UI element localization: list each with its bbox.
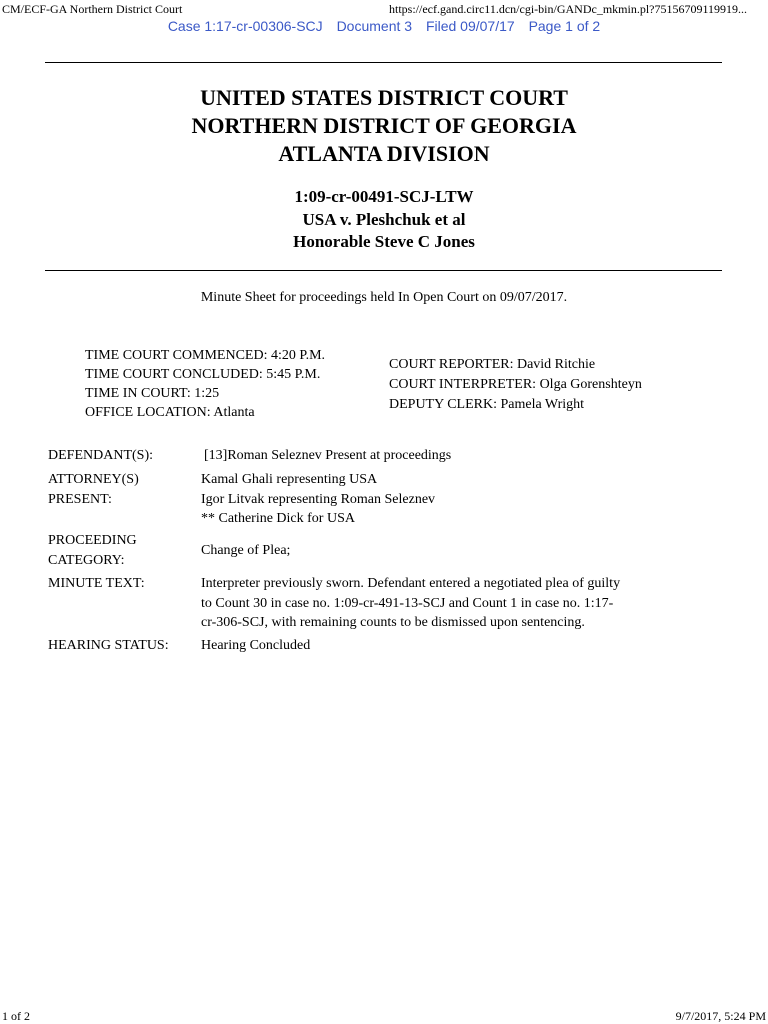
footer-datetime: 9/7/2017, 5:24 PM bbox=[675, 1009, 766, 1023]
minute-text bbox=[201, 574, 620, 633]
judge-name: Honorable Steve C Jones bbox=[293, 232, 475, 251]
stamp-filed: Filed 09/07/17 bbox=[425, 18, 515, 34]
attorneys-label-line2: PRESENT: bbox=[48, 492, 112, 507]
court-name: UNITED STATES DISTRICT COURT bbox=[200, 85, 568, 110]
time-in-court: TIME IN COURT: 1:25 bbox=[85, 386, 220, 401]
footer-page-number: 1 of 2 bbox=[2, 1009, 30, 1023]
stamp-case: Case 1:17-cr-00306-SCJ bbox=[167, 18, 323, 34]
case-heading bbox=[0, 186, 768, 254]
proceeding-label-line1: PROCEEDING bbox=[48, 533, 137, 548]
deputy-clerk: DEPUTY CLERK: Pamela Wright bbox=[389, 397, 585, 412]
case-title: USA v. Pleshchuk et al bbox=[302, 209, 466, 229]
page-title: CM/ECF-GA Northern District Court bbox=[2, 2, 183, 16]
court-division: ATLANTA DIVISION bbox=[278, 141, 490, 166]
office-location: OFFICE LOCATION: Atlanta bbox=[85, 405, 255, 420]
stamp-page: Page 1 of 2 bbox=[528, 18, 601, 34]
minute-text-line: Interpreter previously sworn. Defendant entered a negotiated plea of guilty bbox=[201, 576, 621, 591]
case-number: 1:09-cr-00491-SCJ-LTW bbox=[294, 187, 474, 206]
defendants-value: [13]Roman Seleznev Present at proceedings bbox=[204, 448, 452, 463]
court-interpreter: COURT INTERPRETER: Olga Gorenshteyn bbox=[389, 377, 642, 392]
court-times bbox=[85, 346, 325, 422]
court-staff bbox=[389, 355, 642, 415]
hearing-status-label: HEARING STATUS: bbox=[48, 638, 169, 653]
minute-text-line: cr-306-SCJ, with remaining counts to be dismissed upon sentencing. bbox=[201, 615, 585, 630]
stamp-document: Document 3 bbox=[336, 18, 413, 34]
attorneys-label bbox=[48, 470, 139, 510]
heading-divider bbox=[45, 270, 722, 271]
top-divider bbox=[45, 62, 722, 63]
court-district: NORTHERN DISTRICT OF GEORGIA bbox=[191, 113, 577, 138]
proceeding-label-line2: CATEGORY: bbox=[48, 553, 125, 568]
time-commenced: TIME COURT COMMENCED: 4:20 P.M. bbox=[85, 348, 326, 363]
attorney-entry: Igor Litvak representing Roman Seleznev bbox=[201, 491, 436, 507]
defendants-label: DEFENDANT(S): bbox=[48, 448, 153, 463]
attorney-entry: ** Catherine Dick for USA bbox=[201, 511, 355, 526]
minute-sheet-intro: Minute Sheet for proceedings held In Open Court on 09/07/2017. bbox=[200, 290, 568, 305]
proceeding-label bbox=[48, 531, 137, 571]
time-concluded: TIME COURT CONCLUDED: 5:45 P.M. bbox=[85, 367, 321, 382]
filing-stamp bbox=[0, 18, 768, 34]
hearing-status-value: Hearing Concluded bbox=[201, 638, 311, 653]
attorney-entry: Kamal Ghali representing USA bbox=[201, 472, 378, 487]
court-reporter: COURT REPORTER: David Ritchie bbox=[389, 357, 596, 372]
attorneys-label-line1: ATTORNEY(S) bbox=[48, 472, 139, 487]
minute-text-line: to Count 30 in case no. 1:09-cr-491-13-SCJ and Count 1 in case no. 1:17- bbox=[201, 595, 614, 611]
court-heading bbox=[0, 84, 768, 168]
page-url: https://ecf.gand.circ11.dcn/cgi-bin/GANDc_mkmin.pl?75156709119919... bbox=[389, 2, 748, 16]
minute-text-label: MINUTE TEXT: bbox=[48, 576, 145, 591]
attorneys-list bbox=[201, 470, 435, 529]
proceeding-value: Change of Plea; bbox=[201, 543, 291, 558]
